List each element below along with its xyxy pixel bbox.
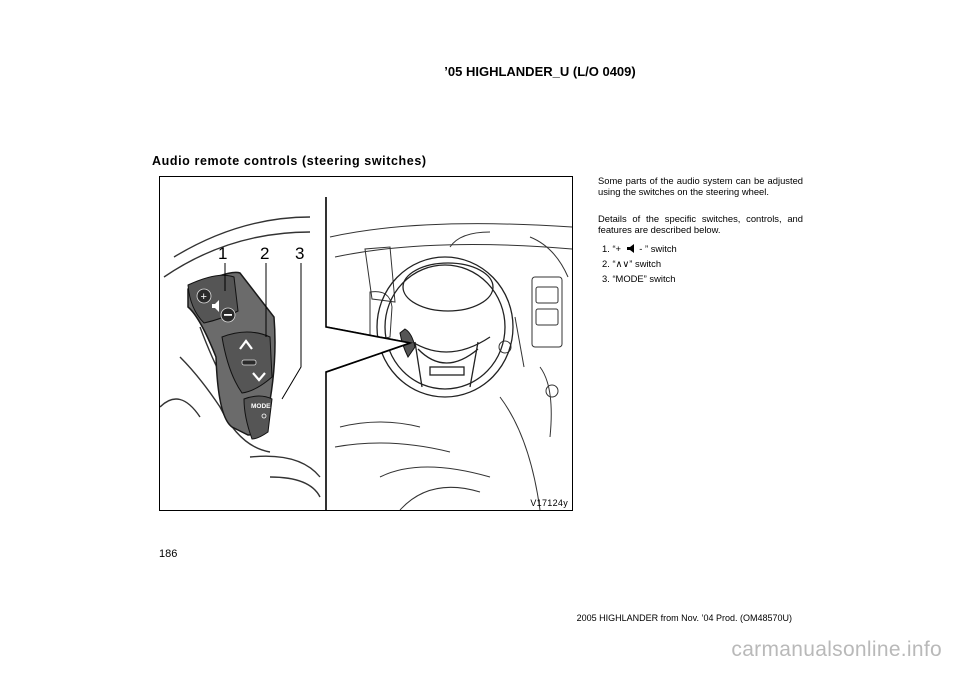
list-item [602, 271, 677, 286]
list-item-number: 1. [602, 243, 610, 254]
callout-2: 2 [260, 244, 270, 263]
steering-switch-illustration [159, 176, 573, 511]
page-header: ’05 HIGHLANDER_U (L/O 0409) [444, 64, 636, 79]
list-item-number: 2. [602, 258, 610, 269]
list-item-number: 3. [602, 273, 610, 284]
speaker-icon [627, 244, 637, 253]
details-paragraph: Details of the specific switches, controls, and features are described below. [598, 213, 803, 236]
callout-3: 3 [295, 244, 305, 263]
list-item [602, 241, 677, 256]
list-item [602, 256, 677, 271]
watermark: carmanualsonline.info [731, 638, 942, 661]
switch-list [602, 241, 677, 286]
mode-label: MODE [251, 403, 271, 410]
illustration-svg [160, 177, 572, 510]
svg-text:+: + [200, 291, 207, 303]
list-item-prefix: “+ [612, 243, 622, 254]
intro-paragraph: Some parts of the audio system can be adjusted using the switches on the steering wheel. [598, 175, 803, 198]
list-item-suffix: - ” switch [636, 243, 677, 254]
callout-1: 1 [218, 244, 228, 263]
footer-text: 2005 HIGHLANDER from Nov. ’04 Prod. (OM48570U) [576, 613, 792, 623]
list-item-text: “MODE” switch [612, 273, 676, 284]
section-title: Audio remote controls (steering switches) [152, 154, 427, 168]
figure-code: V17124y [530, 498, 568, 508]
steering-wheel-drawing [377, 257, 513, 397]
cutaway-panel [160, 188, 410, 510]
list-item-text: “∧∨” switch [612, 258, 662, 269]
page-number: 186 [159, 548, 178, 560]
